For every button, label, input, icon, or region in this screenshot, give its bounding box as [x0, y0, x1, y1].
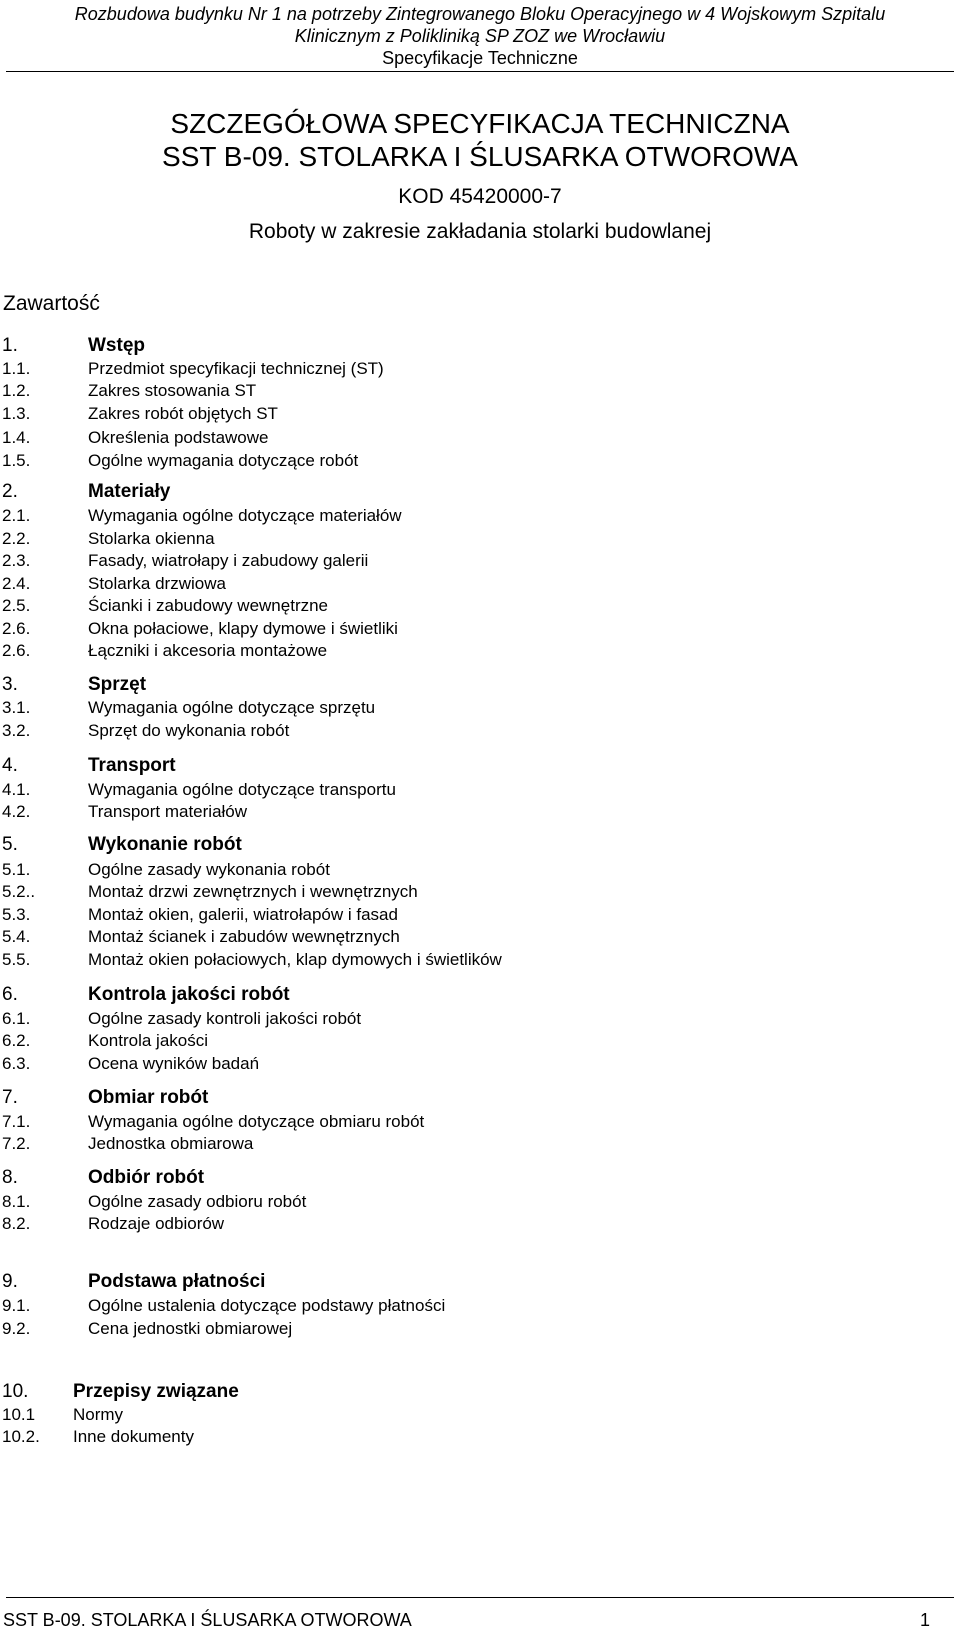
toc-number: 10.2.	[2, 1427, 40, 1446]
toc-number: 8.2.	[2, 1214, 31, 1233]
toc-label: Wstęp	[88, 335, 145, 356]
toc-subsection	[0, 720, 900, 744]
toc-label: Wymagania ogólne dotyczące materiałów	[88, 506, 402, 525]
toc-label: Montaż ścianek i zabudów wewnętrznych	[88, 927, 400, 946]
toc-label: Ogólne zasady kontroli jakości robót	[88, 1009, 362, 1028]
toc-number: 1.	[2, 335, 18, 356]
toc-label: Wymagania ogólne dotyczące sprzętu	[88, 698, 376, 717]
toc-label: Montaż okien, galerii, wiatrołapów i fasad	[88, 905, 398, 924]
toc-number: 5.3.	[2, 905, 31, 924]
toc-subsection	[0, 1191, 900, 1215]
footer-divider	[6, 1597, 954, 1598]
toc-subsection	[0, 859, 900, 883]
header-line-1: Rozbudowa budynku Nr 1 na potrzeby Zintegrowanego Bloku Operacyjnego w 4 Wojskowym Szpitalu	[74, 4, 886, 24]
page-number: 1	[919, 1610, 930, 1630]
toc-subsection	[0, 505, 900, 529]
toc-number: 3.	[2, 674, 18, 695]
toc-label: Przepisy związane	[73, 1381, 239, 1402]
toc-label: Normy	[73, 1405, 124, 1424]
toc-number: 2.	[2, 481, 18, 502]
toc-subsection	[0, 1133, 900, 1157]
toc-number: 6.2.	[2, 1031, 31, 1050]
toc-subsection	[0, 573, 900, 597]
toc-number: 2.6.	[2, 641, 31, 660]
toc-section	[0, 480, 900, 504]
toc-subsection	[0, 1295, 900, 1319]
toc-number: 2.1.	[2, 506, 31, 525]
toc-section	[0, 1166, 900, 1190]
toc-number: 7.2.	[2, 1134, 31, 1153]
toc-number: 2.4.	[2, 574, 31, 593]
toc-subsection	[0, 881, 900, 905]
toc-label: Okna połaciowe, klapy dymowe i świetliki	[88, 619, 398, 638]
toc-number: 10.1	[2, 1405, 36, 1424]
toc-label: Określenia podstawowe	[88, 428, 269, 447]
toc-label: Ścianki i zabudowy wewnętrzne	[88, 596, 329, 615]
toc-label: Odbiór robót	[88, 1167, 205, 1188]
toc-number: 6.	[2, 984, 18, 1005]
toc-number: 1.1.	[2, 359, 31, 378]
toc-label: Montaż drzwi zewnętrznych i wewnętrznych	[88, 882, 418, 901]
toc-subsection	[0, 528, 900, 552]
toc-number: 2.6.	[2, 619, 31, 638]
toc-subsection	[0, 550, 900, 574]
toc-number: 1.2.	[2, 381, 31, 400]
toc-number: 7.	[2, 1087, 18, 1108]
toc-subsection	[0, 904, 900, 928]
toc-section	[0, 334, 900, 358]
toc-section	[0, 833, 900, 857]
toc-subsection	[0, 1111, 900, 1135]
document-scope: Roboty w zakresie zakładania stolarki budowlanej	[248, 220, 712, 243]
toc-subsection	[0, 358, 900, 382]
toc-number: 8.	[2, 1167, 18, 1188]
toc-number: 2.5.	[2, 596, 31, 615]
toc-label: Ogólne wymagania dotyczące robót	[88, 451, 359, 470]
toc-subsection	[0, 801, 900, 825]
toc-number: 3.1.	[2, 698, 31, 717]
toc-number: 5.	[2, 834, 18, 855]
toc-label: Zakres stosowania ST	[88, 381, 257, 400]
toc-subsection	[0, 427, 900, 451]
toc-subsection	[0, 779, 900, 803]
toc-section	[0, 983, 900, 1007]
toc-label: Ocena wyników badań	[88, 1054, 260, 1073]
toc-label: Podstawa płatności	[88, 1271, 266, 1292]
toc-number: 2.2.	[2, 529, 31, 548]
toc-number: 10.	[2, 1381, 29, 1402]
toc-label: Wymagania ogólne dotyczące transportu	[88, 780, 396, 799]
toc-subsection	[0, 403, 900, 427]
toc-subsection	[0, 1008, 900, 1032]
toc-number: 3.2.	[2, 721, 31, 740]
toc-number: 8.1.	[2, 1192, 31, 1211]
toc-label: Fasady, wiatrołapy i zabudowy galerii	[88, 551, 369, 570]
toc-number: 9.	[2, 1271, 18, 1292]
toc-number: 5.4.	[2, 927, 31, 946]
toc-subsection	[0, 640, 900, 664]
toc-label: Wykonanie robót	[88, 834, 242, 855]
toc-label: Rodzaje odbiorów	[88, 1214, 225, 1233]
header-line-2: Klinicznym z Polikliniką SP ZOZ we Wrocławiu	[294, 26, 666, 46]
toc-label: Transport	[88, 755, 176, 776]
toc-subsection	[0, 618, 900, 642]
toc-subsection	[0, 1426, 900, 1450]
toc-label: Kontrola jakości	[88, 1031, 209, 1050]
toc-number: 4.2.	[2, 802, 31, 821]
toc-section	[0, 1270, 900, 1294]
toc-subsection	[0, 697, 900, 721]
toc-section	[0, 673, 900, 697]
toc-number: 9.1.	[2, 1296, 31, 1315]
header-divider	[6, 71, 954, 72]
toc-label: Stolarka okienna	[88, 529, 215, 548]
toc-number: 2.3.	[2, 551, 31, 570]
toc-label: Materiały	[88, 481, 171, 502]
footer-title: SST B-09. STOLARKA I ŚLUSARKA OTWOROWA	[3, 1610, 412, 1630]
toc-number: 5.2..	[2, 882, 36, 901]
toc-label: Wymagania ogólne dotyczące obmiaru robót	[88, 1112, 425, 1131]
toc-label: Jednostka obmiarowa	[88, 1134, 254, 1153]
toc-subsection	[0, 1318, 900, 1342]
toc-label: Ogólne zasady odbioru robót	[88, 1192, 307, 1211]
toc-number: 5.5.	[2, 950, 31, 969]
toc-section	[0, 1086, 900, 1110]
toc-label: Stolarka drzwiowa	[88, 574, 226, 593]
toc-number: 9.2.	[2, 1319, 31, 1338]
toc-label: Ogólne zasady wykonania robót	[88, 860, 330, 879]
toc-subsection	[0, 949, 900, 973]
toc-label: Zakres robót objętych ST	[88, 404, 278, 423]
toc-number: 1.5.	[2, 451, 31, 470]
toc-label: Obmiar robót	[88, 1087, 209, 1108]
toc-label: Sprzęt	[88, 674, 147, 695]
toc-label: Kontrola jakości robót	[88, 984, 290, 1005]
toc-subsection	[0, 1030, 900, 1054]
toc-number: 4.	[2, 755, 18, 776]
toc-number: 6.1.	[2, 1009, 31, 1028]
toc-label: Sprzęt do wykonania robót	[88, 721, 290, 740]
document-title: SZCZEGÓŁOWA SPECYFIKACJA TECHNICZNA	[170, 108, 790, 139]
toc-subsection	[0, 380, 900, 404]
toc-subsection	[0, 926, 900, 950]
document-subtitle-sst: SST B-09. STOLARKA I ŚLUSARKA OTWOROWA	[162, 141, 798, 172]
toc-number: 7.1.	[2, 1112, 31, 1131]
toc-number: 1.3.	[2, 404, 31, 423]
toc-number: 6.3.	[2, 1054, 31, 1073]
toc-label: Ogólne ustalenia dotyczące podstawy płatności	[88, 1296, 446, 1315]
toc-section	[0, 754, 900, 778]
toc-number: 5.1.	[2, 860, 31, 879]
header-line-3: Specyfikacje Techniczne	[382, 48, 578, 68]
toc-label: Przedmiot specyfikacji technicznej (ST)	[88, 359, 384, 378]
toc-number: 4.1.	[2, 780, 31, 799]
toc-subsection	[0, 1213, 900, 1237]
toc-label: Łączniki i akcesoria montażowe	[88, 641, 328, 660]
toc-subsection	[0, 595, 900, 619]
toc-subsection	[0, 1053, 900, 1077]
toc-label: Montaż okien połaciowych, klap dymowych i świetlików	[88, 950, 502, 969]
contents-heading: Zawartość	[3, 292, 100, 315]
toc-subsection	[0, 450, 900, 474]
toc-subsection	[0, 1404, 900, 1428]
toc-number: 1.4.	[2, 428, 31, 447]
toc-section	[0, 1380, 900, 1404]
toc-label: Cena jednostki obmiarowej	[88, 1319, 293, 1338]
toc-label: Inne dokumenty	[73, 1427, 194, 1446]
toc-label: Transport materiałów	[88, 802, 248, 821]
document-code: KOD 45420000-7	[398, 185, 562, 208]
